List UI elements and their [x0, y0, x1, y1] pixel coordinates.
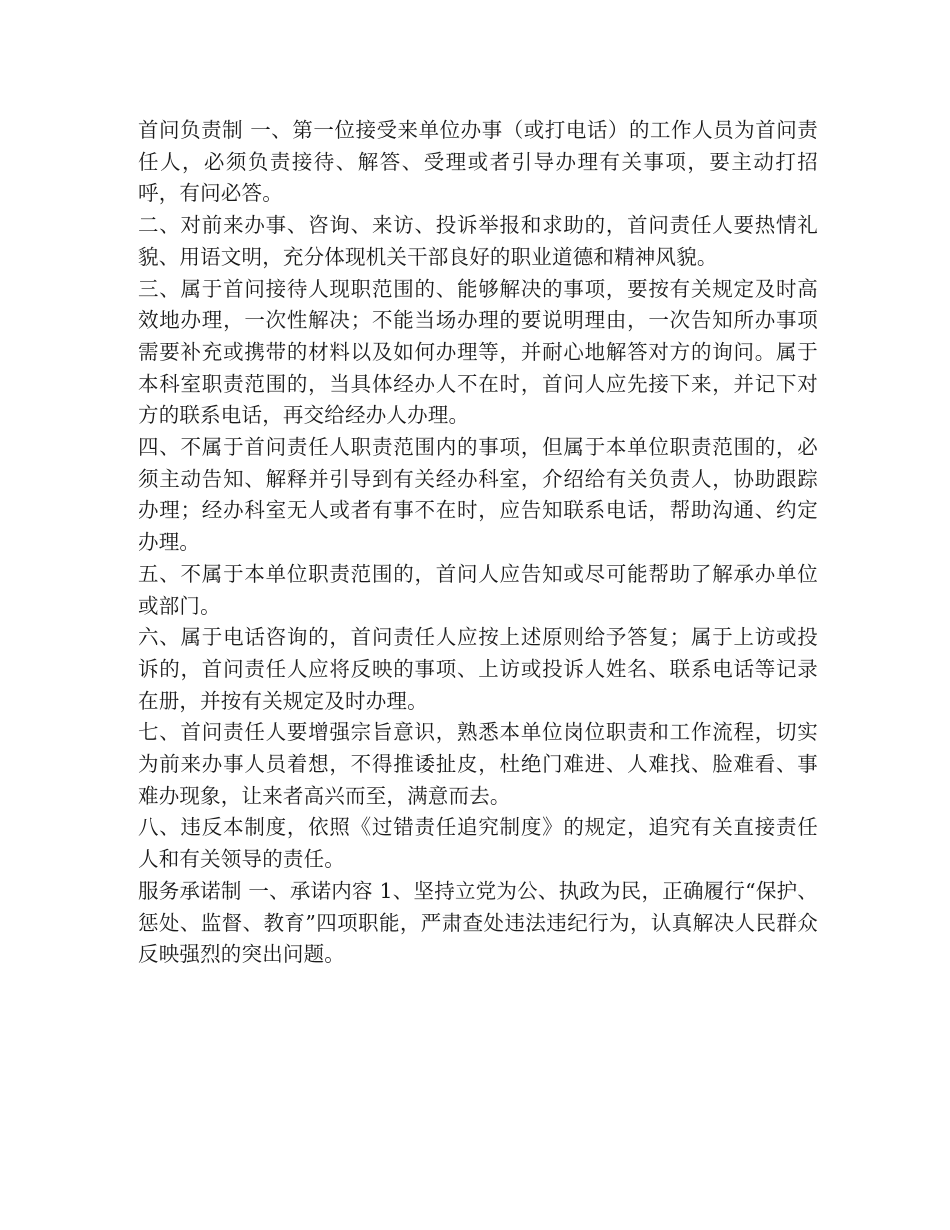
paragraph-item-2: 二、对前来办事、咨询、来访、投诉举报和求助的，首问责任人要热情礼貌、用语文明，充分体现机关干部良好的职业道德和精神风貌。 — [138, 213, 818, 269]
paragraph-item-3: 三、属于首问接待人现职范围的、能够解决的事项，要按有关规定及时高效地办理，一次性解决；不能当场办理的要说明理由，一次告知所办事项需要补充或携带的材料以及如何办理等，并耐心地解答对方的询问。属于本科室职责范围的，当具体经办人不在时，首问人应先接下来，并记下对方的联系电话，再交给经办人办理。 — [138, 276, 818, 428]
paragraph-item-5: 五、不属于本单位职责范围的，首问人应告知或尽可能帮助了解承办单位或部门。 — [138, 561, 818, 618]
paragraph-item-8: 八、违反本制度，依照《过错责任追究制度》的规定，追究有关直接责任人和有关领导的责任。 — [138, 815, 818, 872]
paragraph-item-4: 四、不属于首问责任人职责范围内的事项，但属于本单位职责范围的，必须主动告知、解释并引导到有关经办科室，介绍给有关负责人，协助跟踪办理；经办科室无人或者有事不在时，应告知联系电话，帮助沟通、约定办理。 — [138, 435, 818, 555]
paragraph-item-7: 七、首问责任人要增强宗旨意识，熟悉本单位岗位职责和工作流程，切实为前来办事人员着想，不得推诿扯皮，杜绝门难进、人难找、脸难看、事难办现象，让来者高兴而至，满意而去。 — [138, 720, 818, 808]
document-body — [138, 115, 818, 971]
paragraph-item-6: 六、属于电话咨询的，首问责任人应按上述原则给予答复；属于上访或投诉的，首问责任人应将反映的事项、上访或投诉人姓名、联系电话等记录在册，并按有关规定及时办理。 — [138, 625, 818, 713]
paragraph-service-commitment: 服务承诺制 一、承诺内容 1、坚持立党为公、执政为民，正确履行“保护、惩处、监督、教育”四项职能，严肃查处违法违纪行为，认真解决人民群众反映强烈的突出问题。 — [138, 878, 818, 967]
paragraph-first-inquiry-intro: 首问负责制 一、第一位接受来单位办事（或打电话）的工作人员为首问责任人，必须负责接待、解答、受理或者引导办理有关事项，要主动打招呼，有问必答。 — [138, 118, 818, 206]
